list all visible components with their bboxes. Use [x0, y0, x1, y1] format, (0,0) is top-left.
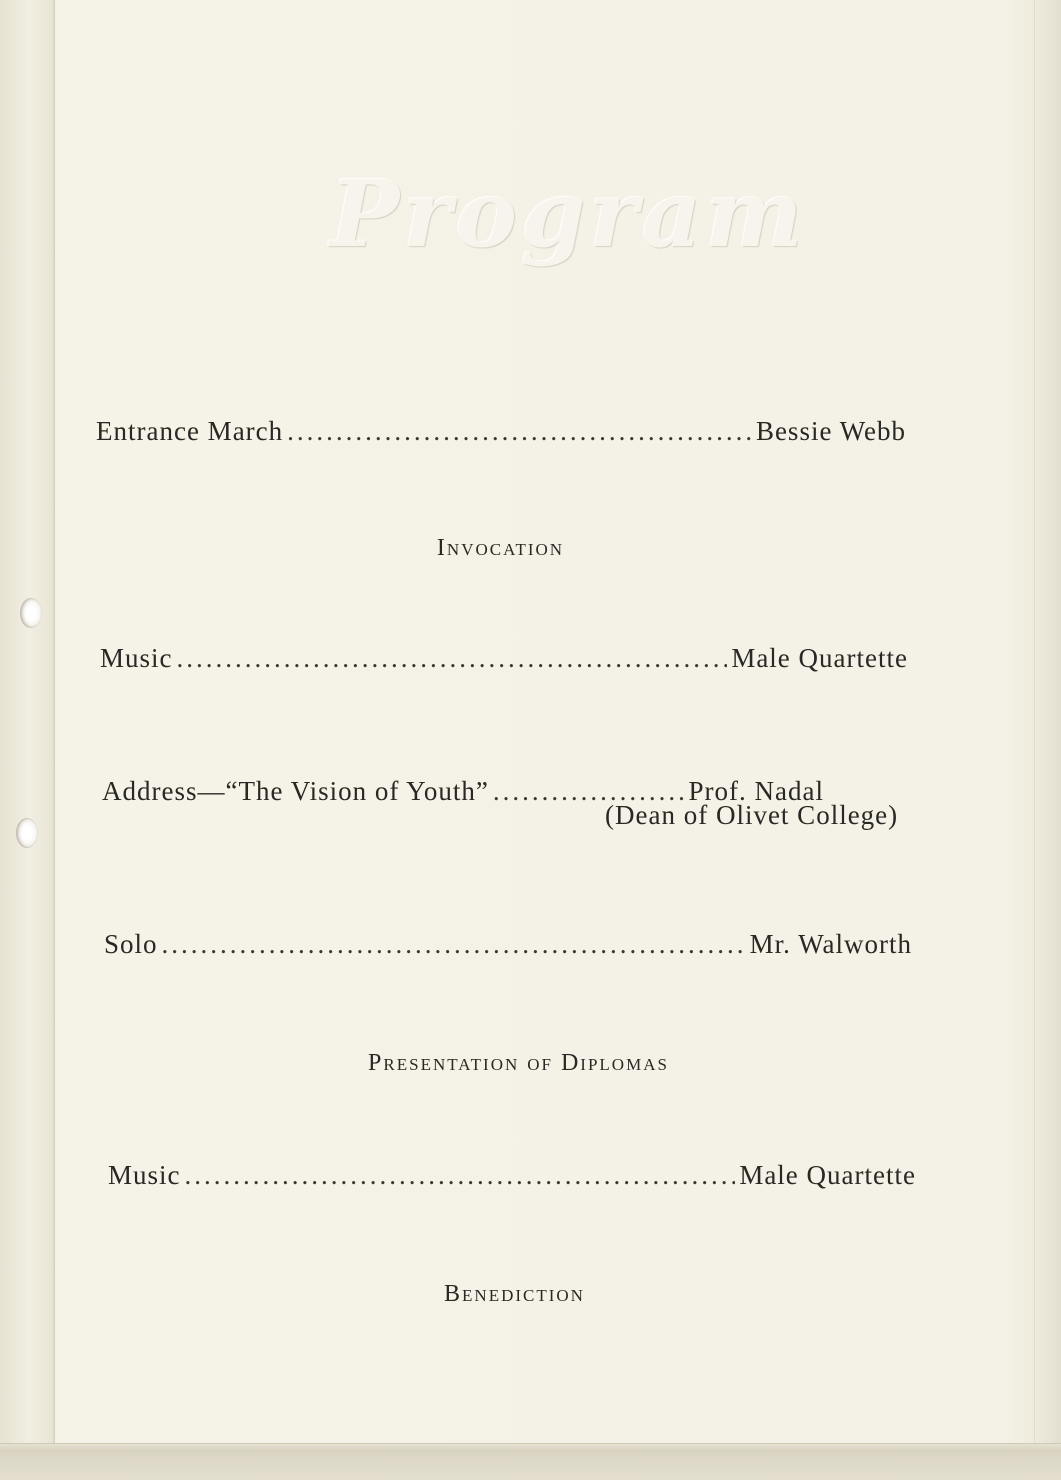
dot-leader: [177, 643, 728, 674]
page-fold-edge: [0, 0, 55, 1450]
binding-hole-icon: [20, 598, 42, 628]
dot-leader: [185, 1160, 736, 1191]
page-right-edge: [1034, 0, 1061, 1450]
program-entry-music-2: [108, 1160, 916, 1191]
dot-leader: [287, 416, 752, 447]
section-heading-benediction: Benediction: [444, 1281, 585, 1307]
section-heading-invocation: Invocation: [436, 535, 565, 561]
program-entry-solo: [104, 929, 912, 960]
program-entry-music: [100, 643, 908, 674]
binding-hole-icon: [16, 818, 38, 848]
entry-label: Music: [108, 1160, 181, 1190]
entry-label: Entrance March: [96, 416, 284, 446]
dot-leader: [162, 929, 746, 960]
embossed-title: Program: [330, 160, 807, 268]
entry-label: Solo: [104, 929, 158, 959]
entry-speaker: Prof. Nadal: [688, 776, 824, 806]
entry-performer: Male Quartette: [739, 1160, 916, 1190]
entry-label: Address—“The Vision of Youth”: [102, 776, 489, 806]
section-heading-presentation: Presentation of Diplomas: [368, 1050, 669, 1076]
program-entry-entrance-march: [96, 416, 906, 447]
entry-performer: Mr. Walworth: [749, 929, 912, 959]
page-bottom-edge: [0, 1443, 1061, 1480]
entry-performer: Bessie Webb: [755, 416, 906, 446]
entry-label: Music: [100, 643, 173, 673]
entry-performer: Male Quartette: [731, 643, 908, 673]
speaker-affiliation: (Dean of Olivet College): [605, 800, 899, 830]
